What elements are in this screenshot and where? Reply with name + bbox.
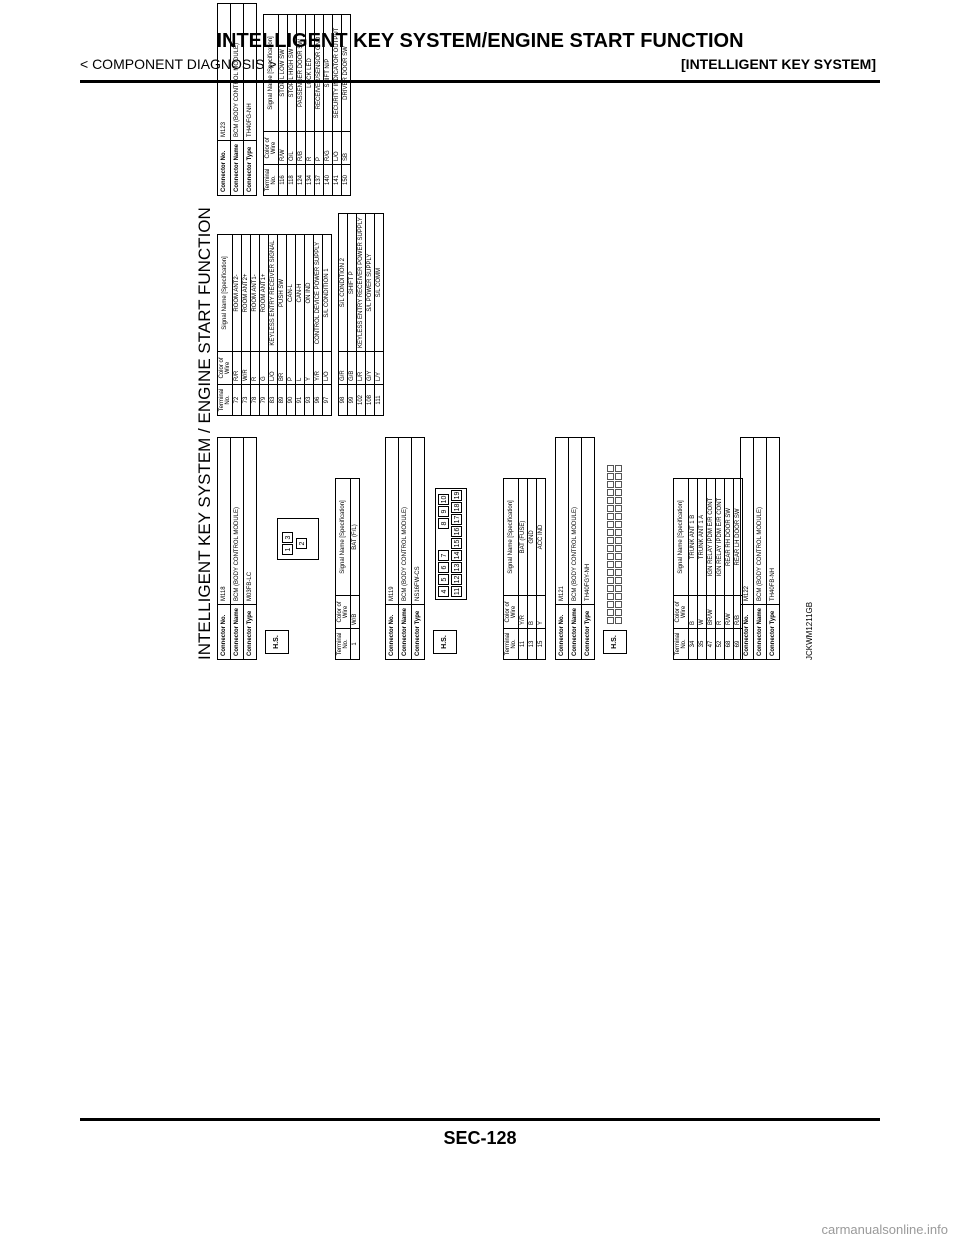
table-row xyxy=(351,479,360,660)
pin: 2 xyxy=(296,538,307,549)
connector-name: BCM (BODY CONTROL MODULE) xyxy=(231,3,244,140)
page-number: SEC-128 xyxy=(443,1128,517,1148)
connector-m121 xyxy=(555,437,741,660)
cell: SECURITY INDICATOR OUTPUT xyxy=(333,15,342,132)
cell: KEYLESS ENTRY RECEIVER POWER SUPPLY xyxy=(357,214,366,352)
th-color: Color of Wire xyxy=(674,596,689,629)
connector-name: BCM (BODY CONTROL MODULE) xyxy=(569,437,582,604)
cell: G/B xyxy=(348,352,357,385)
cell: 79 xyxy=(260,385,269,416)
pin: 7 xyxy=(438,550,449,561)
cell: L/O xyxy=(333,132,342,165)
cell: R/R xyxy=(233,352,242,385)
cell: IGN RELAY IPDM E/R CONT xyxy=(707,479,716,596)
connector-type: TH40FB-NH xyxy=(767,437,780,604)
table-row xyxy=(287,235,296,416)
cell: 140 xyxy=(324,165,333,196)
pin: 14 xyxy=(451,550,462,561)
page-title: INTELLIGENT KEY SYSTEM/ENGINE START FUNCTION xyxy=(216,30,744,52)
cell: STOP L LOW SW xyxy=(279,15,288,132)
cell: TRUNK ANT 1 B xyxy=(689,479,698,596)
cell: L/Y xyxy=(375,352,384,385)
pin: 18 xyxy=(451,502,462,513)
cell: W/B xyxy=(351,596,360,629)
connector-no: M119 xyxy=(386,437,399,604)
figure-code: JCKWM1211GB xyxy=(805,601,814,660)
cell: L/R xyxy=(357,352,366,385)
connector-face xyxy=(435,488,467,600)
connector-face xyxy=(607,465,622,624)
cell: R/B xyxy=(297,132,306,165)
connector-no: M122 xyxy=(741,437,754,604)
cell: 111 xyxy=(375,385,384,416)
cell: R xyxy=(306,132,315,165)
connector-type: TH40FGY-NH xyxy=(582,437,595,604)
cell: IGN RELAY IPDM E/R CONT xyxy=(716,479,725,596)
cell: 102 xyxy=(357,385,366,416)
table-row xyxy=(528,479,537,660)
cell: BAT (FUSE) xyxy=(519,479,528,596)
cell: ROOM ANT1+ xyxy=(260,235,269,352)
cell: S/L POWER SUPPLY xyxy=(366,214,375,352)
cell: SB xyxy=(342,132,351,165)
cell: TRUNK ANT 1 A xyxy=(698,479,707,596)
pin: 9 xyxy=(438,506,449,517)
cell: REAR RH DOOR SW xyxy=(725,479,734,596)
cell: 78 xyxy=(251,385,260,416)
cell: BAT (F/L) xyxy=(351,479,360,596)
cell: DRIVER DOOR SW xyxy=(342,15,351,132)
cell: BR xyxy=(278,352,287,385)
cell: STOP L HIGH SW xyxy=(288,15,297,132)
table-row xyxy=(306,15,315,196)
pin: 10 xyxy=(438,494,449,505)
th-terminal: Terminal No. xyxy=(504,629,519,660)
watermark: carmanualsonline.info xyxy=(821,1222,948,1237)
connector-m122-signals xyxy=(217,213,384,416)
cell: 141 xyxy=(333,165,342,196)
table-row xyxy=(698,479,707,660)
hs-icon: H.S. xyxy=(265,630,289,654)
cell: R/W xyxy=(279,132,288,165)
table-row xyxy=(242,235,251,416)
cell: 35 xyxy=(698,629,707,660)
connector-no: M118 xyxy=(218,437,231,604)
connector-m118 xyxy=(217,437,358,660)
cell: S/L COMM xyxy=(375,214,384,352)
cell: R/W xyxy=(725,596,734,629)
cell: 83 xyxy=(269,385,278,416)
wiring-diagram-figure xyxy=(195,0,835,666)
table-row xyxy=(296,235,305,416)
cell: 93 xyxy=(305,385,314,416)
table-row xyxy=(288,15,297,196)
cell: LOCK LED xyxy=(306,15,315,132)
cell: W/R xyxy=(242,352,251,385)
table-row xyxy=(342,15,351,196)
label-connector-no: Connector No. xyxy=(218,140,231,195)
th-color: Color of Wire xyxy=(218,352,233,385)
cell: G/Y xyxy=(366,352,375,385)
cell: 47 xyxy=(707,629,716,660)
connector-face xyxy=(277,518,319,560)
cell: L/O xyxy=(323,352,332,385)
table-row xyxy=(297,15,306,196)
label-connector-type: Connector Type xyxy=(582,604,595,659)
pin: 16 xyxy=(451,526,462,537)
table-row xyxy=(279,15,288,196)
th-signal: Signal Name [Specification] xyxy=(674,479,689,596)
table-row xyxy=(333,15,342,196)
cell: S/L CONDITION 1 xyxy=(323,235,332,352)
signal-table xyxy=(335,478,360,660)
cell: R/B xyxy=(734,596,743,629)
table-row xyxy=(314,235,323,416)
cell: 118 xyxy=(288,165,297,196)
cell: 124 xyxy=(297,165,306,196)
table-row xyxy=(324,15,333,196)
cell: Y/R xyxy=(519,596,528,629)
signal-table-continued xyxy=(338,213,384,416)
th-signal: Signal Name [Specification] xyxy=(504,479,519,596)
connector-type: TH40FG-NH xyxy=(244,3,257,140)
table-row xyxy=(537,479,546,660)
table-row xyxy=(260,235,269,416)
label-connector-no: Connector No. xyxy=(386,604,399,659)
cell: 68 xyxy=(725,629,734,660)
table-row xyxy=(339,214,348,416)
cell: CONTROL DEVICE POWER SUPPLY xyxy=(314,235,323,352)
hs-icon: H.S. xyxy=(433,630,457,654)
label-connector-name: Connector Name xyxy=(754,604,767,659)
th-terminal: Terminal No. xyxy=(218,385,233,416)
connector-m122 xyxy=(740,437,780,660)
table-row xyxy=(375,214,384,416)
cell: R xyxy=(716,596,725,629)
cell: 134 xyxy=(306,165,315,196)
cell: G/R xyxy=(339,352,348,385)
table-row xyxy=(716,479,725,660)
connector-type: NS16FW-CS xyxy=(412,437,425,604)
cell: G xyxy=(260,352,269,385)
cell: 98 xyxy=(339,385,348,416)
cell: 13 xyxy=(528,629,537,660)
connector-m119 xyxy=(385,437,544,660)
connector-type: M03FB-LC xyxy=(244,437,257,604)
th-signal: Signal Name [Specification] xyxy=(336,479,351,596)
pin: 4 xyxy=(438,586,449,597)
cell: SHIFT P xyxy=(348,214,357,352)
th-terminal: Terminal No. xyxy=(264,165,279,196)
connector-no: M121 xyxy=(556,437,569,604)
connector-info-table xyxy=(385,437,425,660)
cell: 97 xyxy=(323,385,332,416)
cell: L/O xyxy=(269,352,278,385)
cell: 150 xyxy=(342,165,351,196)
cell: REAR LH DOOR SW xyxy=(734,479,743,596)
cell: B xyxy=(528,596,537,629)
cell: ACC IND xyxy=(537,479,546,596)
connector-info-table xyxy=(740,437,780,660)
cell: Y xyxy=(305,352,314,385)
pin: 3 xyxy=(282,532,293,543)
table-row xyxy=(323,235,332,416)
cell: RECEIVER/SENSOR GND xyxy=(315,15,324,132)
table-row xyxy=(269,235,278,416)
label-connector-name: Connector Name xyxy=(569,604,582,659)
label-connector-type: Connector Type xyxy=(412,604,425,659)
cell: B xyxy=(689,596,698,629)
cell: BR/W xyxy=(707,596,716,629)
cell: ON IND xyxy=(305,235,314,352)
hs-icon: H.S. xyxy=(603,630,627,654)
cell: S/L CONDITION 2 xyxy=(339,214,348,352)
cell: CAN-L xyxy=(287,235,296,352)
cell: 72 xyxy=(233,385,242,416)
th-color: Color of Wire xyxy=(504,596,519,629)
footer-rule xyxy=(80,1118,880,1121)
th-signal: Signal Name [Specification] xyxy=(218,235,233,352)
cell: 91 xyxy=(296,385,305,416)
pin: 17 xyxy=(451,514,462,525)
cell: ROOM ANT2+ xyxy=(242,235,251,352)
cell: GND xyxy=(528,479,537,596)
pin: 1 xyxy=(282,544,293,555)
pin: 13 xyxy=(451,562,462,573)
table-row xyxy=(305,235,314,416)
pin: 15 xyxy=(451,538,462,549)
table-row xyxy=(725,479,734,660)
label-connector-type: Connector Type xyxy=(767,604,780,659)
connector-no: M123 xyxy=(218,3,231,140)
cell: 137 xyxy=(315,165,324,196)
pin: 12 xyxy=(451,574,462,585)
cell: Y/R xyxy=(314,352,323,385)
table-row xyxy=(366,214,375,416)
signal-table xyxy=(503,478,546,660)
table-row xyxy=(278,235,287,416)
th-color: Color of Wire xyxy=(264,132,279,165)
connector-info-table xyxy=(555,437,595,660)
cell: 99 xyxy=(348,385,357,416)
cell: O/L xyxy=(288,132,297,165)
table-row xyxy=(519,479,528,660)
cell: 34 xyxy=(689,629,698,660)
label-connector-type: Connector Type xyxy=(244,604,257,659)
cell: R xyxy=(251,352,260,385)
table-row xyxy=(689,479,698,660)
cell: ROOM ANT1- xyxy=(251,235,260,352)
section-label: < COMPONENT DIAGNOSIS > xyxy=(80,56,277,72)
connector-name: BCM (BODY CONTROL MODULE) xyxy=(754,437,767,604)
cell: L xyxy=(296,352,305,385)
th-terminal: Terminal No. xyxy=(674,629,689,660)
cell: 1 xyxy=(351,629,360,660)
figure-title: INTELLIGENT KEY SYSTEM / ENGINE START FUNCTION xyxy=(195,207,214,660)
pin: 11 xyxy=(451,586,462,597)
cell: 96 xyxy=(314,385,323,416)
connector-info-table xyxy=(217,437,257,660)
label-connector-no: Connector No. xyxy=(556,604,569,659)
subsection-label: [INTELLIGENT KEY SYSTEM] xyxy=(681,56,876,72)
cell: PASSENGER DOOR SW xyxy=(297,15,306,132)
cell: 11 xyxy=(519,629,528,660)
pin: 5 xyxy=(438,574,449,585)
cell: 52 xyxy=(716,629,725,660)
signal-table xyxy=(217,234,332,416)
table-row xyxy=(357,214,366,416)
cell: Y xyxy=(537,596,546,629)
cell: R/G xyxy=(324,132,333,165)
cell: 116 xyxy=(279,165,288,196)
cell: 89 xyxy=(278,385,287,416)
label-connector-name: Connector Name xyxy=(231,604,244,659)
cell: SHIFT N/P xyxy=(324,15,333,132)
pin: 8 xyxy=(438,518,449,529)
label-connector-no: Connector No. xyxy=(218,604,231,659)
table-row xyxy=(233,235,242,416)
table-row xyxy=(315,15,324,196)
cell: CAN-H xyxy=(296,235,305,352)
label-connector-type: Connector Type xyxy=(244,140,257,195)
cell: P xyxy=(315,132,324,165)
cell: W xyxy=(698,596,707,629)
pin: 19 xyxy=(451,490,462,501)
connector-info-table xyxy=(217,3,257,196)
cell: 108 xyxy=(366,385,375,416)
cell: P xyxy=(287,352,296,385)
th-signal: Signal Name [Specification] xyxy=(264,15,279,132)
cell: KEYLESS ENTRY RECEIVER SIGNAL xyxy=(269,235,278,352)
connector-m123 xyxy=(217,3,351,196)
table-row xyxy=(707,479,716,660)
th-color: Color of Wire xyxy=(336,596,351,629)
cell: ROOM ANT2- xyxy=(233,235,242,352)
connector-name: BCM (BODY CONTROL MODULE) xyxy=(231,437,244,604)
cell: 73 xyxy=(242,385,251,416)
signal-table xyxy=(673,478,743,660)
cell: 69 xyxy=(734,629,743,660)
table-row xyxy=(348,214,357,416)
table-row xyxy=(251,235,260,416)
cell: PUSH SW xyxy=(278,235,287,352)
label-connector-name: Connector Name xyxy=(399,604,412,659)
signal-table xyxy=(263,14,351,196)
cell: 15 xyxy=(537,629,546,660)
label-connector-name: Connector Name xyxy=(231,140,244,195)
th-terminal: Terminal No. xyxy=(336,629,351,660)
connector-name: BCM (BODY CONTROL MODULE) xyxy=(399,437,412,604)
cell: 90 xyxy=(287,385,296,416)
label-connector-no: Connector No. xyxy=(741,604,754,659)
pin: 6 xyxy=(438,562,449,573)
